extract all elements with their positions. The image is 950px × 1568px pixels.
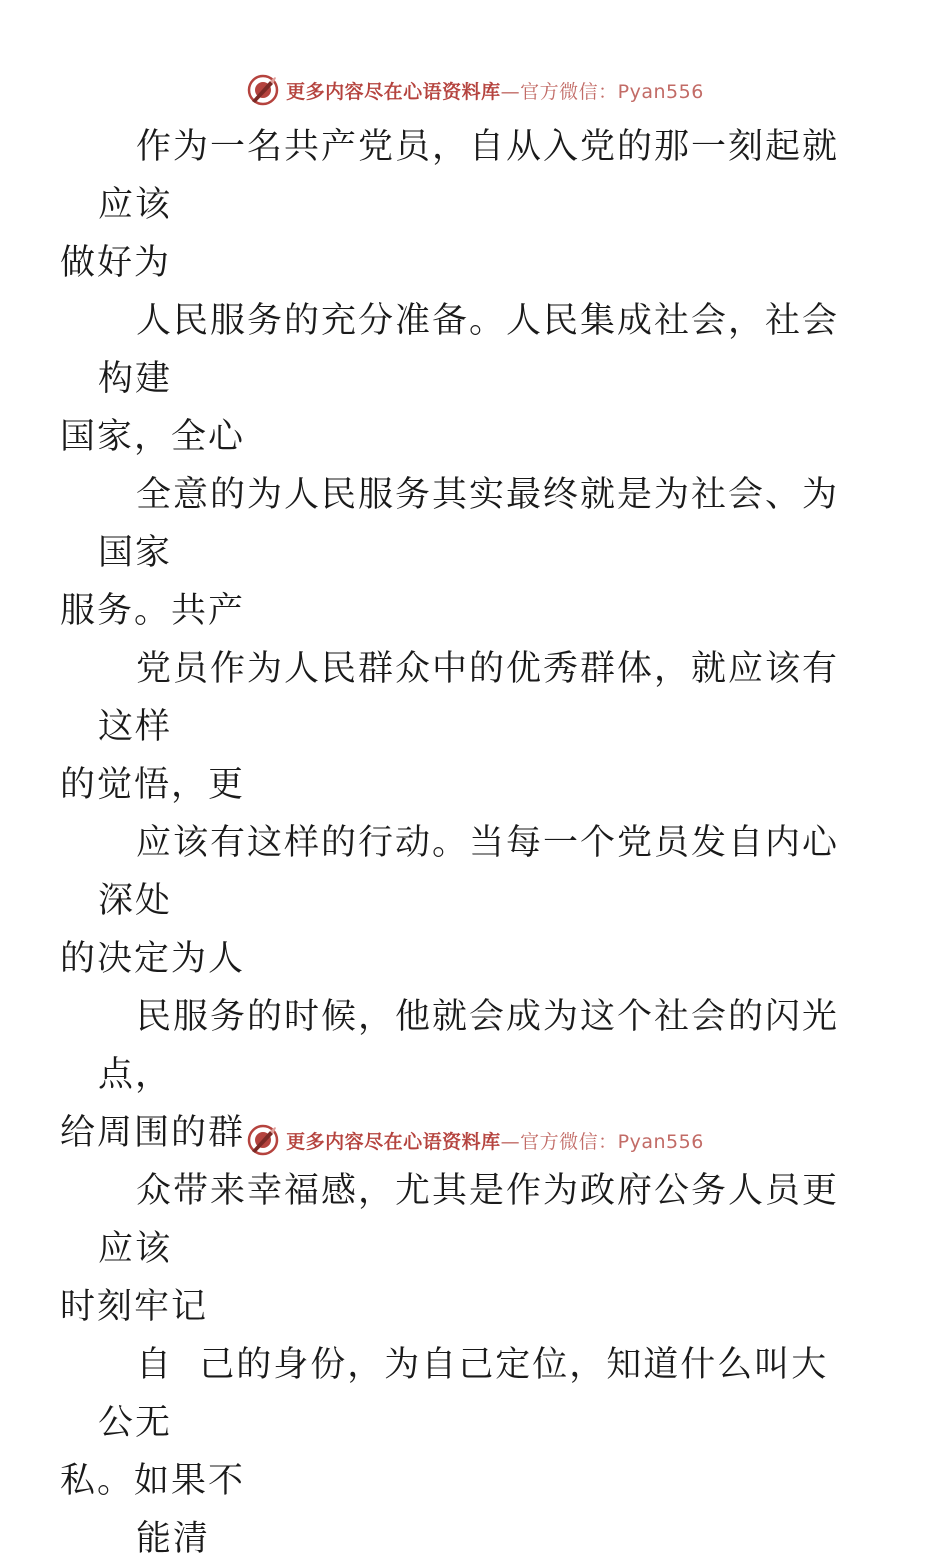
paragraph-line: 民服务的时候，他就会成为这个社会的闪光点， (98, 997, 840, 1095)
paragraph-line: 做好为 (60, 243, 172, 283)
paragraph-line: 作为一名共产党员，自从入党的那一刻起就应该 (98, 127, 840, 225)
quill-seal-icon (246, 73, 280, 107)
header-banner-bold: 更多内容尽在心语资料库 (286, 80, 501, 103)
document-body (60, 118, 858, 1568)
header-banner-contact: —官方微信：Pyan556 (500, 80, 704, 103)
header-banner (0, 70, 950, 110)
paragraph-line: 时刻牢记 (60, 1287, 209, 1327)
paragraph-line: 应该有这样的行动。当每一个党员发自内心深处 (98, 823, 840, 921)
paragraph (60, 1336, 858, 1510)
paragraph-line: 党员作为人民群众中的优秀群体，就应该有这样 (98, 649, 840, 747)
paragraph (60, 292, 858, 466)
paragraph-line: 服务。共产 (60, 591, 246, 631)
footer-banner-bold: 更多内容尽在心语资料库 (286, 1130, 501, 1153)
footer-banner (0, 1120, 950, 1160)
paragraph-line: 自 己的身份，为自己定位，知道什么叫大公无 (98, 1345, 829, 1443)
paragraph (98, 1510, 858, 1568)
paragraph (60, 118, 858, 292)
quill-seal-icon (246, 1123, 280, 1157)
paragraph (60, 466, 858, 640)
paragraph (60, 1162, 858, 1336)
paragraph-line: 人民服务的充分准备。人民集成社会，社会构建 (98, 301, 840, 399)
paragraph (60, 814, 858, 988)
footer-banner-text (286, 1127, 704, 1154)
header-banner-text (286, 77, 704, 104)
paragraph-line: 能清 (136, 1519, 211, 1559)
paragraph-line: 私。如果不 (60, 1461, 246, 1501)
paragraph (60, 640, 858, 814)
paragraph-line: 给周围的群 (60, 1113, 246, 1153)
paragraph-line: 的决定为人 (60, 939, 246, 979)
paragraph-line: 全意的为人民服务其实最终就是为社会、为国家 (98, 475, 840, 573)
paragraph-line: 众带来幸福感，尤其是作为政府公务人员更应该 (98, 1171, 840, 1269)
paragraph-line: 的觉悟，更 (60, 765, 246, 805)
footer-banner-contact: —官方微信：Pyan556 (500, 1130, 704, 1153)
paragraph-line: 国家，全心 (60, 417, 246, 457)
